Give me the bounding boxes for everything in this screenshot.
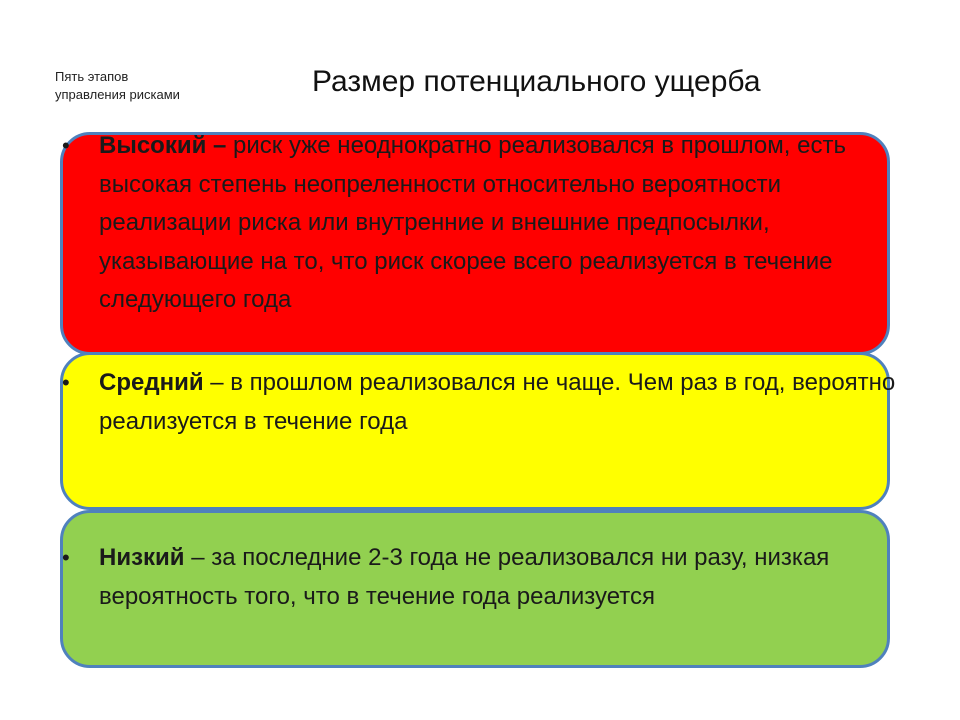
low-risk-item — [62, 539, 902, 616]
high-risk-dash: – — [206, 132, 234, 159]
bullet-icon: • — [62, 370, 70, 395]
medium-risk-description: в прошлом реализовался не чаще. Чем раз в год, вероятно реализуется в течение года — [99, 369, 896, 435]
subtitle-line-2: управления рисками — [55, 87, 180, 102]
medium-risk-text — [99, 364, 902, 441]
low-risk-term: Низкий — [99, 544, 185, 571]
section-subtitle — [55, 68, 180, 104]
high-risk-term: Высокий — [99, 132, 207, 159]
low-risk-text — [99, 539, 902, 616]
medium-risk-dash: – — [203, 369, 231, 396]
slide-title: Размер потенциального ущерба — [312, 65, 761, 98]
bullet-icon: • — [62, 133, 70, 158]
low-risk-description: за последние 2-3 года не реализовался ни разу, низкая вероятность того, что в течение года реализуется — [99, 544, 830, 610]
medium-risk-term: Средний — [99, 369, 204, 396]
high-risk-text — [99, 127, 902, 320]
low-risk-dash: – — [184, 544, 212, 571]
subtitle-line-1: Пять этапов — [55, 69, 129, 84]
high-risk-item — [62, 127, 902, 320]
medium-risk-item — [62, 364, 902, 441]
high-risk-description: риск уже неоднократно реализовался в прошлом, есть высокая степень неопреленности относительно вероятности реализации риска или внутренние и внешние предпосылки, указывающие на то, что риск скорее всего реализуется в течение следующего года — [99, 132, 846, 313]
bullet-icon: • — [62, 545, 70, 570]
